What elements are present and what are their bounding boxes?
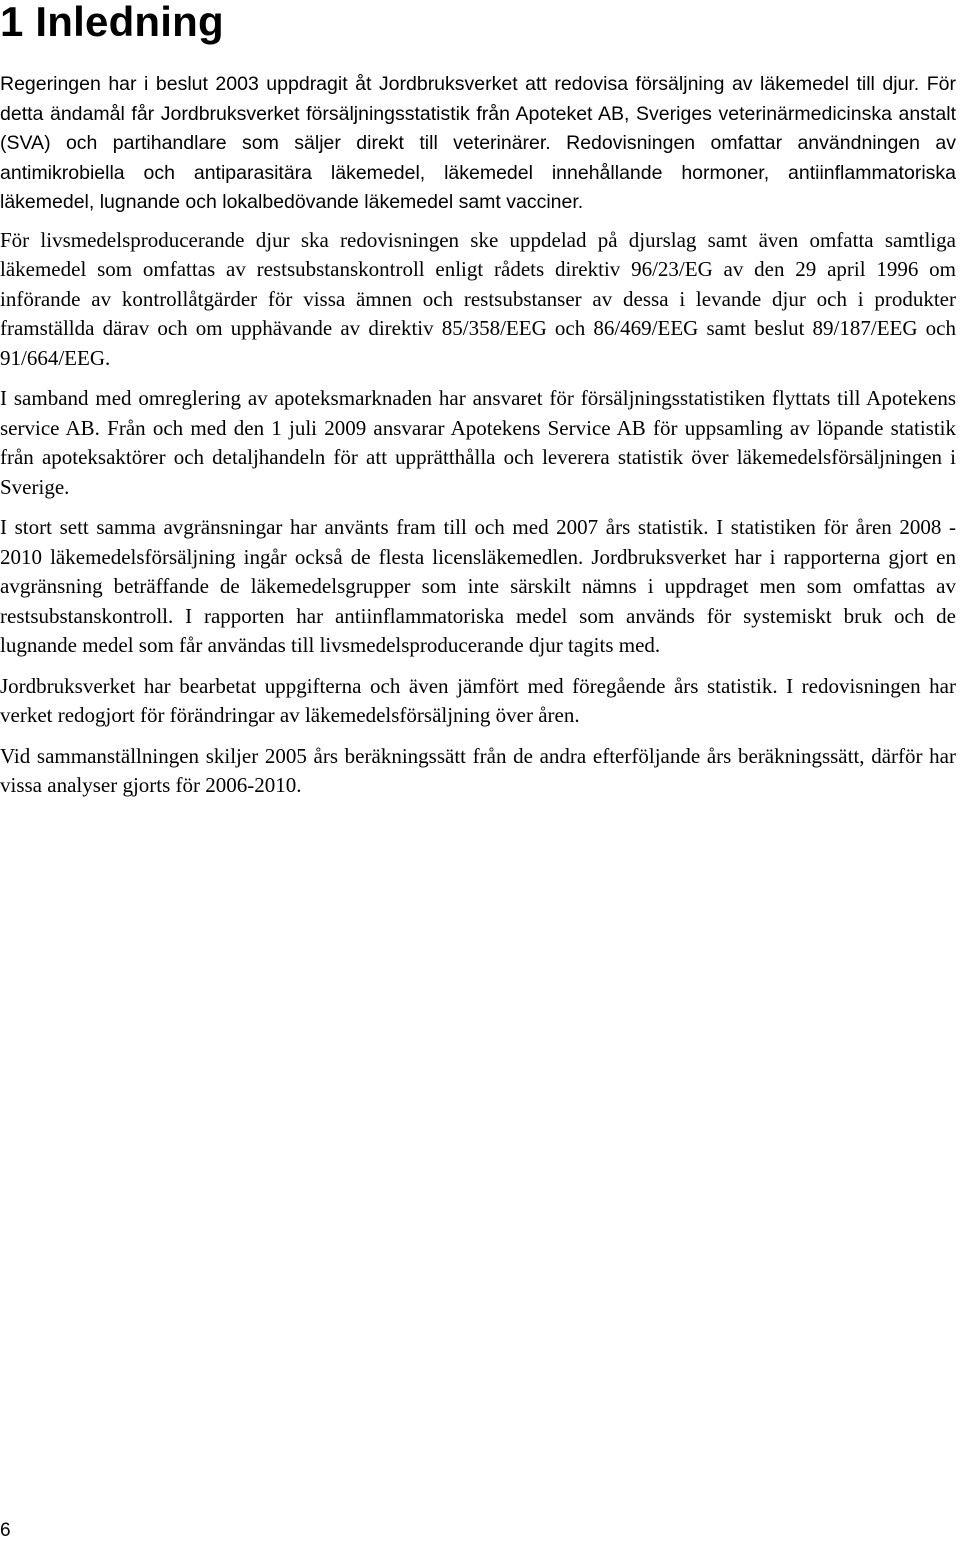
paragraph-4: I stort sett samma avgränsningar har använts fram till och med 2007 års statistik. I statistiken för åren 2008 - 2010 läkemedelsförsäljning ingår också de flesta licensläkemedlen. Jordbruksverket har i rapporterna gjort en avgränsning beträffande de läkemedelsgrupper som inte särskilt nämns i uppdraget men som omfattas av restsubstanskontroll. I rapporten har antiinflammatoriska medel som används för systemiskt bruk och de lugnande medel som får användas till livsmedelsproducerande djur tagits med. [0,515,956,657]
paragraph-2: För livsmedelsproducerande djur ska redovisningen ske uppdelad på djurslag samt även omfatta samtliga läkemedel som omfattas av restsubstanskontroll enligt rådets direktiv 96/23/EG av den 29 april 1996 om införande av kontrollåtgärder för vissa ämnen och restsubstanser av dessa i levande djur och i produkter framställda därav och om upphävande av direktiv 85/358/EEG och 86/469/EEG samt beslut 89/187/EEG och 91/664/EEG. [0,227,956,370]
body-text [0,70,956,812]
paragraph-6: Vid sammanställningen skiljer 2005 års beräkningssätt från de andra efterföljande års beräkningssätt, därför har vissa analyser gjorts för 2006-2010. [0,743,956,797]
section-heading: 1 Inledning [0,0,224,45]
page-number: 6 [0,1520,11,1541]
paragraph-5: Jordbruksverket har bearbetat uppgifterna och även jämfört med föregående års statistik. I redovisningen har verket redogjort för förändringar av läkemedelsförsäljning över åren. [0,673,956,727]
paragraph-3: I samband med omreglering av apoteksmarknaden har ansvaret för försäljningsstatistiken flyttats till Apotekens service AB. Från och med den 1 juli 2009 ansvarar Apotekens Service AB för uppsamling av löpande statistik från apoteksaktörer och detaljhandeln för att upprätthålla och leverera statistik över läkemedelsförsäljningen i Sverige. [0,386,956,499]
paragraph-1: Regeringen har i beslut 2003 uppdragit åt Jordbruksverket att redovisa försäljning av läkemedel till djur. För detta ändamål får Jordbruksverket försäljningsstatistik från Apoteket AB, Sveriges veterinärmedicinska anstalt (SVA) och partihandlare som säljer direkt till veterinärer. Redovisningen omfattar användningen av antimikrobiella och antiparasitära läkemedel, läkemedel innehållande hormoner, antiinflammatoriska läkemedel, lugnande och lokalbedövande läkemedel samt vacciner. [0,73,956,213]
